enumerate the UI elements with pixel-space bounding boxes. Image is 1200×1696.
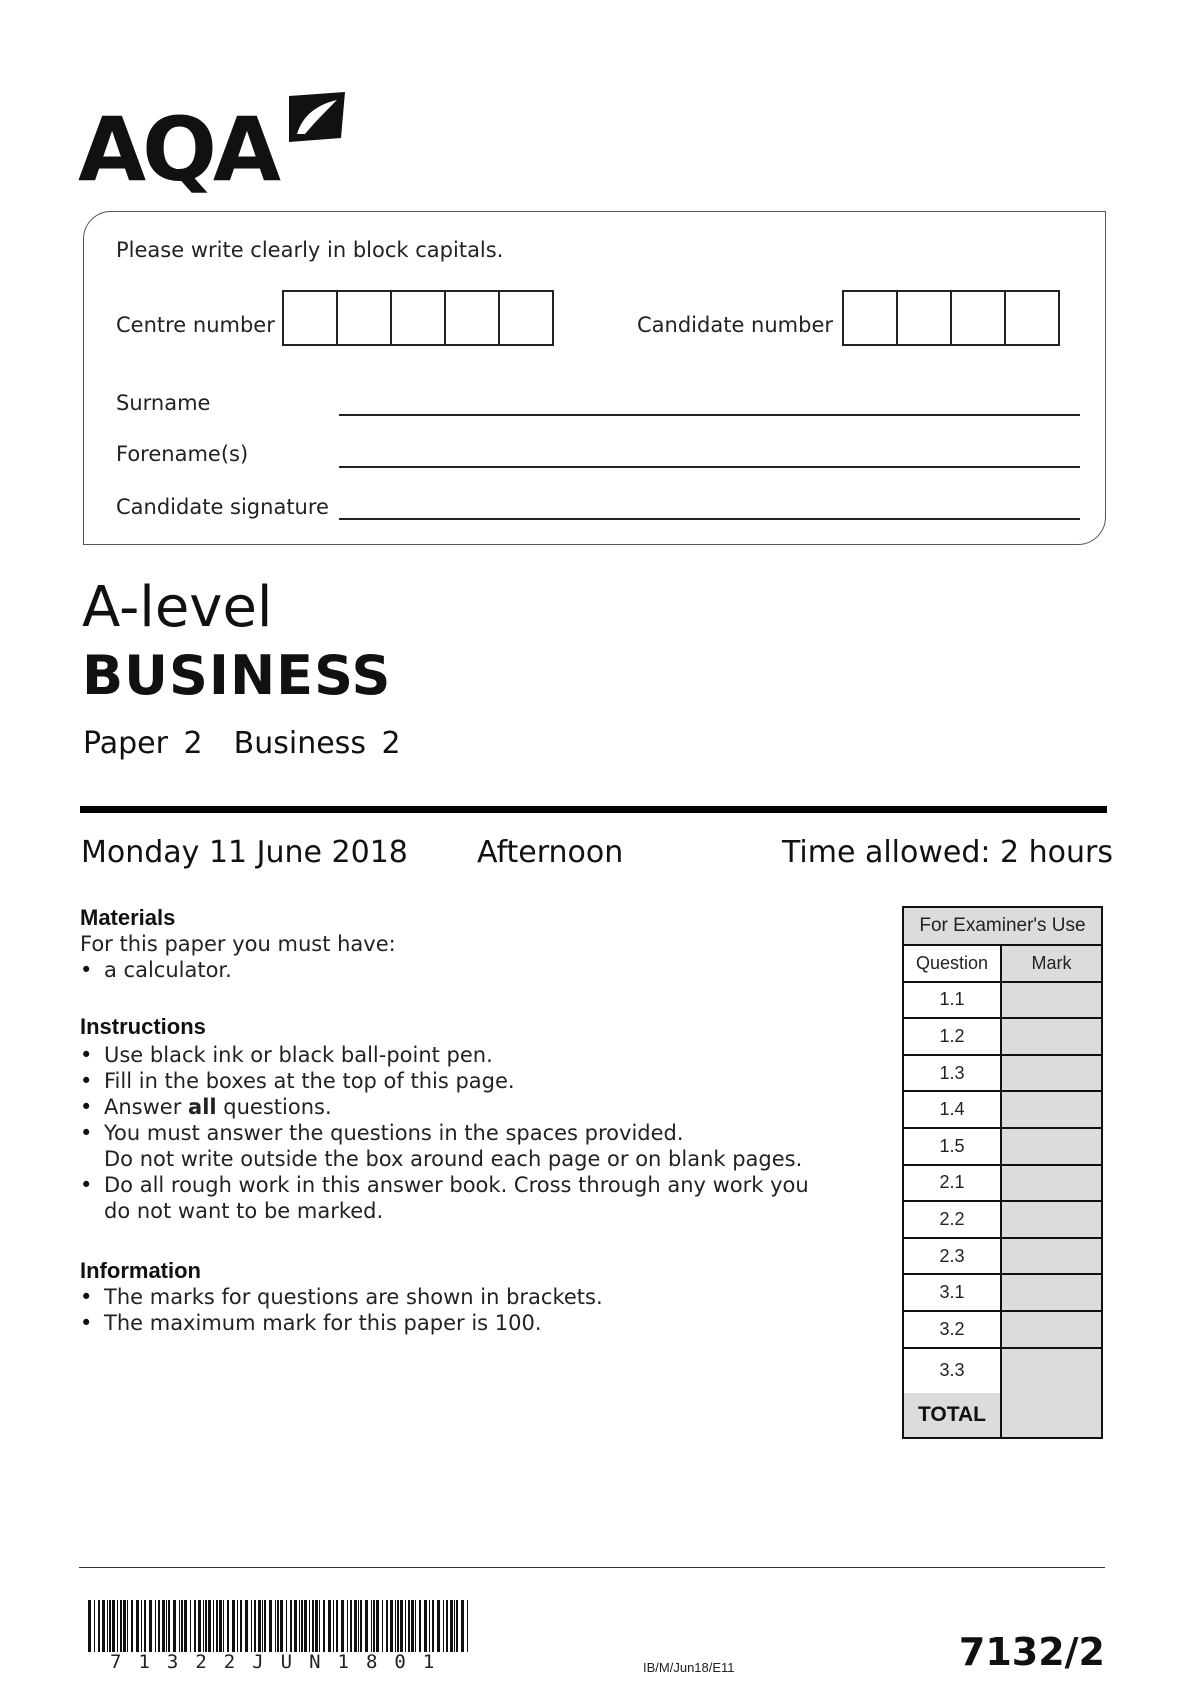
barcode-bar [333, 1600, 334, 1652]
barcode-bar [432, 1600, 434, 1652]
barcode-bar [323, 1600, 325, 1652]
centre-number-boxes[interactable] [284, 290, 554, 346]
barcode-bar [127, 1600, 128, 1652]
information-heading: Information [80, 1258, 201, 1283]
barcode-bar [336, 1600, 338, 1652]
table-row [904, 1019, 1101, 1056]
answer-suffix: questions. [216, 1095, 332, 1119]
mark-cell [1002, 1092, 1101, 1127]
candidate-number-box[interactable] [842, 290, 898, 346]
materials-heading: Materials [80, 905, 176, 930]
barcode-bar [213, 1600, 214, 1652]
forenames-label: Forename(s) [116, 442, 249, 466]
question-number: 1.1 [904, 983, 1002, 1018]
barcode-bar [415, 1600, 416, 1652]
barcode-bar [429, 1600, 430, 1652]
exam-date: Monday 11 June 2018 [81, 835, 408, 870]
centre-number-box[interactable] [390, 290, 446, 346]
barcode-bar [184, 1600, 187, 1652]
barcode-bar [120, 1600, 122, 1652]
instruction-line: Do all rough work in this answer book. Cross through any work you [104, 1173, 809, 1197]
barcode-bar [262, 1600, 263, 1652]
barcode-bar [141, 1600, 142, 1652]
table-row [904, 1239, 1101, 1276]
mark-cell [1002, 1239, 1101, 1274]
instruction-line: Do not write outside the box around each page or on blank pages. [104, 1147, 803, 1171]
question-number: 3.2 [904, 1312, 1002, 1347]
question-number: 2.1 [904, 1166, 1002, 1201]
barcode-bar [190, 1600, 191, 1652]
barcode-bar [315, 1600, 318, 1652]
barcode-bar [411, 1600, 414, 1652]
barcode-bar [203, 1600, 204, 1652]
barcode-bar [109, 1600, 111, 1652]
total-row [904, 1393, 1101, 1437]
barcode-bar [405, 1600, 406, 1652]
barcode-bar [216, 1600, 218, 1652]
barcode-bar [350, 1600, 352, 1652]
barcode-bar [208, 1600, 211, 1652]
paper-code: 7132/2 [958, 1630, 1105, 1674]
information-item: • The marks for questions are shown in brackets. [80, 1284, 800, 1310]
barcode-bar [319, 1600, 320, 1652]
barcode-bar [382, 1600, 383, 1652]
question-number: 2.3 [904, 1239, 1002, 1274]
answer-bold: all [188, 1095, 217, 1119]
barcode-bar [454, 1600, 455, 1652]
title-divider [80, 806, 1107, 813]
logo-text: AQA [78, 98, 278, 201]
barcode-bar [365, 1600, 368, 1652]
barcode-bar [461, 1600, 464, 1652]
barcode-bar [258, 1600, 261, 1652]
table-row [904, 1056, 1101, 1093]
barcode-bar [312, 1600, 314, 1652]
barcode-bar [358, 1600, 359, 1652]
question-number: 3.1 [904, 1275, 1002, 1310]
centre-number-box[interactable] [498, 290, 554, 346]
barcode-bar [155, 1600, 156, 1652]
paper-title: Paper 2 Business 2 [83, 726, 401, 761]
answer-prefix: Answer [104, 1095, 189, 1119]
centre-number-box[interactable] [444, 290, 500, 346]
mark-cell [1002, 1275, 1101, 1310]
barcode-bar [144, 1600, 146, 1652]
question-number: 1.2 [904, 1019, 1002, 1054]
leaf-icon [283, 88, 347, 148]
barcode-bar [173, 1600, 176, 1652]
barcode-bar [251, 1600, 252, 1652]
instruction-item: • Use black ink or black ball-point pen. [80, 1042, 820, 1068]
barcode-bar [304, 1600, 307, 1652]
barcode-bar [341, 1600, 344, 1652]
mark-cell [1002, 1019, 1101, 1054]
candidate-number-box[interactable] [950, 290, 1006, 346]
candidate-number-label: Candidate number [637, 313, 833, 337]
barcode-bar [446, 1600, 448, 1652]
centre-number-box[interactable] [282, 290, 338, 346]
instruction-item-answer-all [80, 1094, 820, 1120]
table-row [904, 1166, 1101, 1203]
materials-section [80, 905, 800, 983]
examiners-use-header: For Examiner's Use [904, 908, 1101, 946]
barcode-bar [136, 1600, 139, 1652]
materials-item: • a calculator. [80, 957, 800, 983]
barcode-bar [88, 1600, 91, 1652]
exam-session: Afternoon [477, 835, 624, 870]
barcode-bar [467, 1600, 468, 1652]
barcode-bar [131, 1600, 133, 1652]
barcode-bar [94, 1600, 95, 1652]
information-section [80, 1258, 800, 1336]
barcode-bar [294, 1600, 297, 1652]
barcode-bar [181, 1600, 183, 1652]
barcode-bar [386, 1600, 388, 1652]
table-row [904, 983, 1101, 1020]
barcode-bar [179, 1600, 180, 1652]
barcode-bar [419, 1600, 421, 1652]
barcode-bar [286, 1600, 287, 1652]
instructions-heading: Instructions [80, 1014, 206, 1039]
barcode-bar [290, 1600, 292, 1652]
candidate-number-box[interactable] [1004, 290, 1060, 346]
instructions-section [80, 1014, 820, 1224]
barcode-bar [397, 1600, 399, 1652]
mark-cell [1002, 1312, 1101, 1347]
examiners-use-table [902, 906, 1103, 1439]
centre-number-box[interactable] [336, 290, 392, 346]
barcode-icon [88, 1600, 470, 1652]
barcode-bar [299, 1600, 300, 1652]
mark-cell [1002, 1166, 1101, 1201]
barcode-bar [219, 1600, 222, 1652]
barcode-bar [280, 1600, 283, 1652]
barcode-bar [360, 1600, 362, 1652]
barcode-bar [158, 1600, 160, 1652]
barcode-bar [301, 1600, 303, 1652]
barcode-digits: 71322JUN1801 [110, 1651, 452, 1673]
table-header-row [904, 946, 1101, 983]
barcode-bar [205, 1600, 207, 1652]
barcode-bar [269, 1600, 272, 1652]
table-row [904, 1092, 1101, 1129]
barcode-bar [347, 1600, 348, 1652]
question-number: 1.5 [904, 1129, 1002, 1164]
barcode-bar [390, 1600, 393, 1652]
barcode-bar [309, 1600, 310, 1652]
barcode-bar [162, 1600, 165, 1652]
mark-cell [1002, 983, 1101, 1018]
barcode-bar [112, 1600, 115, 1652]
surname-label: Surname [116, 391, 211, 415]
barcode-bar [450, 1600, 453, 1652]
barcode-bar [376, 1600, 379, 1652]
time-allowed: Time allowed: 2 hours [781, 835, 1113, 870]
barcode-bar [328, 1600, 331, 1652]
materials-intro: For this paper you must have: [80, 932, 396, 956]
total-label: TOTAL [904, 1393, 1002, 1437]
aqa-logo [78, 88, 348, 201]
signature-label: Candidate signature [116, 495, 329, 519]
table-row [904, 1129, 1101, 1166]
question-column-header: Question [904, 946, 1002, 981]
barcode-bar [400, 1600, 403, 1652]
total-mark-cell [1002, 1393, 1101, 1437]
signature-line[interactable] [339, 518, 1080, 520]
barcode-bar [227, 1600, 229, 1652]
barcode-bar [264, 1600, 266, 1652]
barcode-bar [371, 1600, 372, 1652]
barcode-bar [408, 1600, 410, 1652]
block-capitals-instruction: Please write clearly in block capitals. [116, 238, 504, 262]
mark-column-header: Mark [1002, 946, 1101, 981]
barcode-bar [254, 1600, 256, 1652]
instruction-item [80, 1172, 820, 1224]
centre-number-label: Centre number [116, 313, 275, 337]
candidate-number-boxes[interactable] [844, 290, 1060, 346]
barcode-bar [275, 1600, 276, 1652]
footer-divider [79, 1567, 1105, 1568]
barcode-bar [98, 1600, 100, 1652]
barcode-bar [437, 1600, 440, 1652]
question-number: 2.2 [904, 1202, 1002, 1237]
table-row [904, 1275, 1101, 1312]
paper-reference: IB/M/Jun18/E11 [643, 1660, 735, 1675]
barcode-bar [198, 1600, 201, 1652]
candidate-number-box[interactable] [896, 290, 952, 346]
barcode-bar [456, 1600, 458, 1652]
barcode-bar [395, 1600, 396, 1652]
barcode-bar [194, 1600, 196, 1652]
mark-cell [1002, 1129, 1101, 1164]
instruction-line: You must answer the questions in the spaces provided. [104, 1121, 684, 1145]
barcode-bar [232, 1600, 235, 1652]
barcode-bar [443, 1600, 444, 1652]
forenames-line[interactable] [339, 466, 1080, 468]
mark-cell [1002, 1349, 1101, 1393]
information-item: • The maximum mark for this paper is 100. [80, 1310, 800, 1336]
barcode-bar [149, 1600, 152, 1652]
qualification-level: A-level [82, 575, 273, 640]
question-number: 1.4 [904, 1092, 1002, 1127]
barcode-bar [102, 1600, 105, 1652]
mark-cell [1002, 1056, 1101, 1091]
surname-line[interactable] [339, 414, 1080, 416]
question-number: 1.3 [904, 1056, 1002, 1091]
mark-cell [1002, 1202, 1101, 1237]
barcode-bar [245, 1600, 248, 1652]
barcode-bar [117, 1600, 118, 1652]
table-row [904, 1312, 1101, 1349]
instruction-item: • Fill in the boxes at the top of this page. [80, 1068, 820, 1094]
instruction-line: do not want to be marked. [104, 1199, 384, 1223]
table-row [904, 1202, 1101, 1239]
table-row [904, 1349, 1101, 1393]
barcode-bar [123, 1600, 126, 1652]
barcode-bar [168, 1600, 170, 1652]
barcode-bar [237, 1600, 238, 1652]
barcode-bar [354, 1600, 357, 1652]
subject-title: BUSINESS [82, 644, 392, 707]
barcode-bar [424, 1600, 427, 1652]
question-number: 3.3 [904, 1349, 1002, 1393]
barcode-bar [107, 1600, 108, 1652]
barcode-bar [166, 1600, 167, 1652]
barcode-bar [240, 1600, 242, 1652]
instruction-item [80, 1120, 820, 1172]
barcode-bar [277, 1600, 279, 1652]
barcode-bar [223, 1600, 224, 1652]
barcode-bar [373, 1600, 375, 1652]
